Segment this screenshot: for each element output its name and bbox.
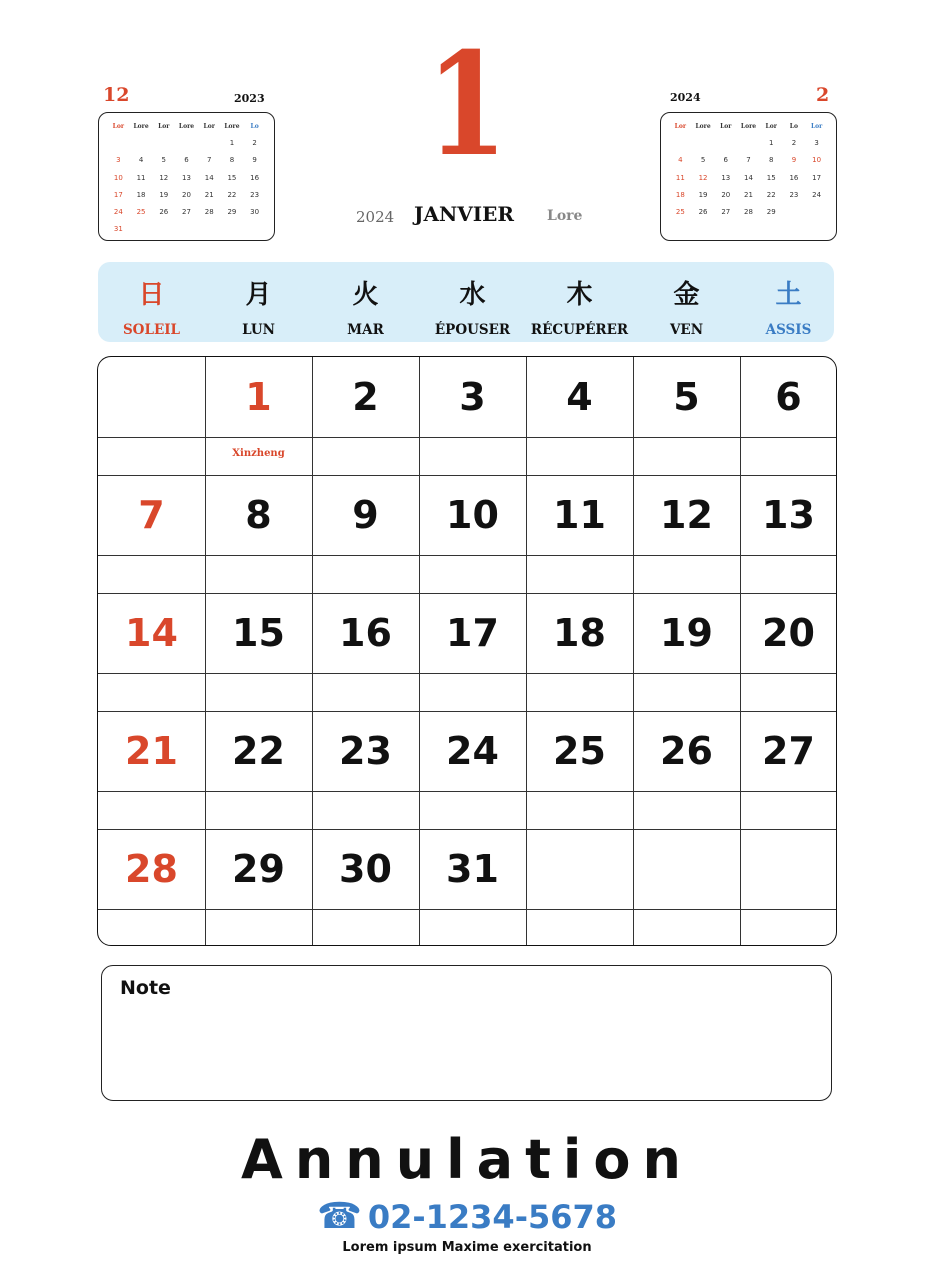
mini-day (221, 221, 244, 238)
calendar-day[interactable]: 1 (245, 375, 272, 419)
mini-day (107, 135, 130, 152)
phone-icon: ☎ (316, 1196, 362, 1237)
holiday-label: Xinzheng (232, 448, 285, 459)
mini-day (175, 135, 198, 152)
mini-day: 7 (206, 156, 212, 165)
mini-day: 3 (116, 156, 121, 165)
weekday-header (98, 262, 834, 342)
calendar-day[interactable]: 22 (232, 729, 285, 773)
mini-weekday-header: Lor (765, 123, 777, 130)
phone-number: 02-1234-5678 (367, 1197, 618, 1236)
mini-day: 17 (113, 190, 123, 199)
calendar-day (633, 829, 740, 909)
mini-day: 25 (136, 207, 146, 216)
weekday-kanji: 日 (138, 280, 165, 310)
mini-weekday-header: Lor (158, 123, 170, 130)
phone-row (0, 1196, 934, 1237)
mini-day: 14 (204, 173, 214, 182)
mini-day: 8 (768, 156, 774, 165)
calendar-day[interactable]: 3 (459, 375, 486, 419)
mini-day: 4 (138, 156, 144, 165)
mini-day: 21 (744, 190, 753, 199)
mini-day: 7 (746, 156, 751, 165)
mini-weekday-header: Lor (720, 123, 732, 130)
mini-day: 5 (700, 156, 706, 165)
calendar-day[interactable]: 4 (566, 375, 593, 419)
calendar-day[interactable]: 31 (446, 847, 499, 891)
mini-day (737, 135, 760, 152)
calendar-day[interactable]: 14 (125, 611, 178, 655)
weekday-name: RÉCUPÉRER (530, 322, 629, 338)
mini-day (152, 221, 175, 238)
weekday-kanji: 金 (673, 280, 700, 310)
mini-day: 12 (698, 173, 708, 182)
mini-day: 26 (159, 207, 169, 216)
weekday-kanji: 水 (459, 280, 486, 310)
mini-day: 16 (789, 173, 799, 182)
calendar-day[interactable]: 5 (673, 375, 700, 419)
mini-day: 13 (721, 173, 731, 182)
note-box[interactable] (101, 965, 832, 1101)
mini-day: 22 (766, 190, 776, 199)
weekday-column-header (740, 262, 837, 342)
mini-weekday-header: Lo (250, 123, 259, 130)
mini-day: 2 (791, 139, 797, 148)
mini-day: 19 (159, 190, 169, 199)
mini-weekday-header: Lor (674, 123, 687, 130)
calendar-day[interactable]: 13 (762, 493, 815, 537)
next-month-calendar (660, 112, 837, 241)
mini-day (130, 135, 153, 152)
mini-day (130, 221, 153, 238)
calendar-day[interactable]: 7 (138, 493, 165, 537)
mini-weekday-header: Lor (112, 123, 125, 130)
mini-day: 29 (227, 207, 237, 216)
calendar-day[interactable]: 20 (762, 611, 815, 655)
month-number-large: 1 (426, 22, 508, 188)
mini-day: 30 (250, 207, 260, 216)
mini-day: 20 (721, 190, 731, 199)
calendar-day[interactable]: 30 (339, 847, 392, 891)
mini-weekday-header: Lor (810, 123, 823, 130)
mini-day: 19 (698, 190, 708, 199)
mini-day: 4 (678, 156, 683, 165)
prev-month-year: 2023 (234, 92, 265, 105)
mini-day: 16 (250, 173, 260, 182)
mini-day (783, 204, 806, 221)
footer-title: Annulation (241, 1128, 693, 1191)
next-month-grid (669, 118, 828, 221)
mini-day: 27 (721, 207, 731, 216)
mini-weekday-header: Lore (178, 123, 195, 130)
calendar-day[interactable]: 26 (660, 729, 713, 773)
mini-weekday-header: Lore (695, 123, 711, 130)
mini-day: 6 (723, 156, 729, 165)
calendar-day[interactable]: 8 (245, 493, 272, 537)
grid-row-subline (98, 909, 836, 910)
mini-day (198, 135, 221, 152)
mini-day: 10 (113, 173, 123, 182)
calendar-day[interactable]: 27 (762, 729, 815, 773)
mini-day: 12 (159, 173, 169, 182)
mini-day: 2 (252, 139, 257, 148)
mini-day: 25 (675, 207, 685, 216)
mini-weekday-header: Lor (203, 123, 215, 130)
mini-day: 28 (204, 207, 214, 216)
mini-day: 8 (229, 156, 235, 165)
weekday-column-header (633, 262, 740, 342)
calendar-day[interactable]: 25 (553, 729, 606, 773)
mini-day: 29 (766, 207, 776, 216)
month-name: JANVIER (414, 202, 514, 226)
next-month-number: 2 (816, 84, 830, 106)
note-label: Note (120, 977, 171, 999)
calendar-day[interactable]: 6 (775, 375, 802, 419)
weekday-name: ÉPOUSER (434, 322, 511, 338)
mini-day: 1 (229, 139, 235, 148)
footer-subtitle: Lorem ipsum Maxime exercitation (342, 1240, 592, 1255)
calendar-day[interactable]: 10 (446, 493, 499, 537)
mini-day: 31 (113, 225, 123, 234)
weekday-name: ASSIS (765, 322, 812, 338)
prev-month-number: 12 (103, 84, 130, 106)
month-calendar-grid (97, 356, 837, 946)
mini-day: 24 (113, 207, 123, 216)
weekday-column-header (312, 262, 419, 342)
mini-day: 15 (766, 173, 776, 182)
calendar-day[interactable]: 17 (446, 611, 499, 655)
weekday-kanji: 月 (245, 280, 272, 310)
mini-day: 5 (161, 156, 167, 165)
mini-day: 6 (184, 156, 189, 165)
mini-day: 22 (227, 190, 237, 199)
weekday-column-header (526, 262, 633, 342)
mini-day: 9 (252, 156, 257, 165)
calendar-day[interactable]: 29 (232, 847, 285, 891)
calendar-day (740, 829, 837, 909)
mini-day: 23 (250, 190, 260, 199)
mini-weekday-header: Lore (133, 123, 149, 130)
weekday-kanji: 木 (566, 280, 593, 310)
mini-weekday-header: Lo (789, 123, 799, 130)
calendar-day[interactable]: 23 (339, 729, 392, 773)
calendar-day[interactable]: 16 (339, 611, 392, 655)
mini-day: 3 (814, 139, 819, 148)
mini-day: 18 (136, 190, 146, 199)
calendar-day[interactable]: 18 (553, 611, 606, 655)
mini-weekday-header: Lore (740, 123, 757, 130)
mini-day (175, 221, 198, 238)
weekday-name: MAR (347, 322, 384, 338)
mini-day: 9 (791, 156, 797, 165)
weekday-column-header (205, 262, 312, 342)
mini-day: 23 (789, 190, 799, 199)
mini-day (152, 135, 175, 152)
mini-weekday-header: Lore (224, 123, 240, 130)
mini-day (714, 135, 737, 152)
weekday-kanji: 土 (775, 280, 802, 310)
calendar-day (526, 829, 633, 909)
prev-month-calendar (98, 112, 275, 241)
mini-day: 1 (768, 139, 774, 148)
weekday-column-header (98, 262, 205, 342)
mini-day (805, 204, 828, 221)
grid-row-subline (98, 555, 836, 556)
mini-day: 11 (136, 173, 146, 182)
month-subtitle: Lore (547, 208, 583, 224)
calendar-day[interactable]: 2 (352, 375, 379, 419)
calendar-day[interactable]: 19 (660, 611, 713, 655)
grid-row-subline (98, 791, 836, 792)
mini-day: 13 (182, 173, 191, 182)
calendar-day[interactable]: 28 (125, 847, 178, 891)
calendar-day (98, 357, 205, 437)
mini-day (243, 221, 266, 238)
weekday-name: LUN (242, 322, 275, 338)
mini-day (692, 135, 715, 152)
mini-day (198, 221, 221, 238)
weekday-name: SOLEIL (122, 322, 181, 338)
calendar-day[interactable]: 21 (125, 729, 178, 773)
weekday-name: VEN (669, 322, 704, 338)
next-month-year: 2024 (670, 91, 701, 104)
mini-day: 21 (204, 190, 214, 199)
grid-row-subline (98, 437, 836, 438)
year-label: 2024 (356, 208, 395, 226)
mini-day: 27 (182, 207, 191, 216)
calendar-day[interactable]: 11 (553, 493, 606, 537)
mini-day: 26 (698, 207, 708, 216)
mini-day: 10 (812, 156, 822, 165)
calendar-day[interactable]: 9 (352, 493, 379, 537)
mini-day: 28 (744, 207, 753, 216)
mini-day: 24 (812, 190, 822, 199)
weekday-column-header (419, 262, 526, 342)
mini-day: 18 (675, 190, 685, 199)
mini-day: 15 (227, 173, 237, 182)
mini-day: 17 (812, 173, 822, 182)
calendar-day[interactable]: 12 (660, 493, 713, 537)
grid-row-subline (98, 673, 836, 674)
mini-day: 11 (675, 173, 685, 182)
mini-day (669, 135, 692, 152)
calendar-day[interactable]: 24 (446, 729, 499, 773)
weekday-kanji: 火 (352, 280, 379, 310)
mini-day: 14 (744, 173, 753, 182)
mini-day: 20 (182, 190, 191, 199)
prev-month-grid (107, 118, 266, 238)
calendar-day[interactable]: 15 (232, 611, 285, 655)
